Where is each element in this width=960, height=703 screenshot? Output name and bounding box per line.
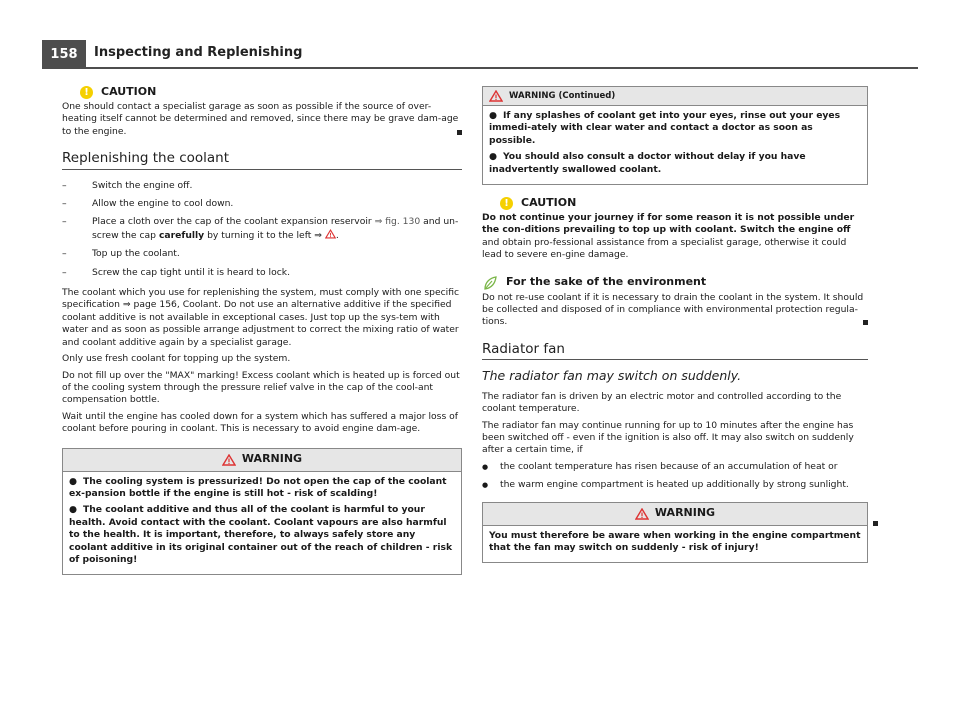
- warning-body: [483, 526, 867, 563]
- warning-triangle-icon: [222, 454, 236, 466]
- warning-continued-title: WARNING (Continued): [509, 90, 616, 101]
- caution-icon: !: [500, 197, 513, 210]
- bullet-list: [482, 461, 868, 492]
- section-title-radiator-fan: Radiator fan: [482, 343, 868, 360]
- paragraph: Wait until the engine has cooled down for a system which has suffered a major loss of coolant before pouring in coolant. This is necessary to avoid engine dam-age.: [62, 410, 459, 435]
- paragraph: Only use fresh coolant for topping up the system.: [62, 353, 291, 365]
- warning-box: [482, 502, 868, 564]
- caution-title: CAUTION: [521, 196, 577, 210]
- warning-text: You must therefore be aware when working in the engine compartment that the fan may switch on suddenly - risk of injury!: [489, 529, 861, 553]
- caution-text: [482, 212, 868, 262]
- environment-body: Do not re-use coolant if it is necessary to drain the coolant in the system. It should be collected and disposed of in compliance with environmental protection regula-tions.: [482, 291, 864, 328]
- step-emphasis: carefully: [158, 229, 205, 241]
- list-item: – Allow the engine to cool down.: [62, 198, 462, 210]
- warning-box: [62, 448, 462, 576]
- page-number: 158: [42, 40, 86, 69]
- warning-triangle-icon: [635, 508, 649, 520]
- environment-icon: [482, 276, 498, 290]
- caution-body: One should contact a specialist garage as soon as possible if the source of over-heating itself cannot be determined and removed, since there may be grave dam-age to the engine.: [62, 101, 459, 137]
- list-item: ● The coolant additive and thus all of the coolant is harmful to your health. Avoid contact with the coolant. Coolant vapours are also harmful to the health. It is important, therefore, to always safely store any coolant additive in its original container out of the reach of children - risk of poisoning!: [69, 504, 453, 565]
- list-item: ● the coolant temperature has risen because of an accumulation of heat or: [482, 461, 868, 473]
- caution-icon: !: [80, 86, 93, 99]
- paragraph: The radiator fan is driven by an electric motor and controlled according to the coolant temperature.: [482, 390, 842, 415]
- end-mark: [873, 521, 878, 526]
- warning-triangle-icon[interactable]: [325, 229, 336, 239]
- list-item: – Switch the engine off.: [62, 180, 462, 192]
- step-text: Place a cloth over the cap of the coolant expansion reservoir: [92, 216, 372, 228]
- warning-header: [483, 503, 867, 526]
- paragraph: The radiator fan may continue running for up to 10 minutes after the engine has been switched off - even if the ignition is also off. It may also switch on suddenly after a certain time, if: [482, 419, 854, 456]
- step-text: by turning it to the left ⇒: [204, 229, 325, 241]
- warning-triangle-icon: [489, 90, 503, 102]
- warning-title: WARNING: [241, 452, 303, 466]
- environment-text: [482, 292, 868, 329]
- caution-heading: [80, 86, 462, 99]
- figure-link[interactable]: ⇒ fig. 130: [374, 216, 421, 228]
- warning-continued-box: [482, 86, 868, 185]
- warning-continued-body: [483, 106, 867, 184]
- list-item: ● the warm engine compartment is heated up additionally by strong sunlight.: [482, 479, 868, 491]
- list-item: – Place a cloth over the cap of the coolant expansion reservoir ⇒ fig. 130 and un-screw the cap carefully by turning it to the left ⇒ .: [62, 216, 462, 242]
- page-header-title: Inspecting and Replenishing: [94, 45, 303, 60]
- caution-body: and obtain pro-fessional assistance from a specialist garage, otherwise it could lead to severe en-gine damage.: [482, 236, 847, 261]
- caution-heading: [500, 197, 868, 210]
- environment-heading: [482, 276, 868, 290]
- header-rule: [86, 67, 918, 69]
- caution-emphasis: Do not continue your journey if for some reason it is not possible under the con-ditions prevailing to top up with coolant. Switch the engine off: [482, 212, 855, 236]
- section-title-replenishing: Replenishing the coolant: [62, 152, 462, 169]
- warning-continued-header: [483, 87, 867, 106]
- caution-text: [62, 101, 462, 138]
- right-column: [482, 86, 868, 563]
- list-item: ● You should also consult a doctor without delay if you have inadvertently swallowed coolant.: [489, 151, 806, 175]
- subtitle: The radiator fan may switch on suddenly.: [482, 368, 742, 384]
- step-text: and un-screw the cap: [92, 216, 459, 241]
- end-mark: [457, 130, 462, 135]
- list-item: – Screw the cap tight until it is heard to lock.: [62, 267, 462, 279]
- left-column: [62, 86, 462, 575]
- steps-list: [62, 180, 462, 279]
- warning-header: [63, 449, 461, 472]
- caution-title: CAUTION: [101, 85, 157, 99]
- warning-body: [63, 472, 461, 575]
- list-item: – Top up the coolant.: [62, 248, 462, 260]
- end-mark: [863, 320, 868, 325]
- paragraph: The coolant which you use for replenishing the system, must comply with one specific specification ⇒ page 156, Coolant. Do not use an alternative additive if the specified coolant additive is not available in exceptional cases. Just top up the sys-tem with water and as soon as possible arrange adjustment to correct the mixing ratio of water and coolant additive again by a specialist garage.: [62, 287, 460, 348]
- warning-title: WARNING: [654, 506, 716, 520]
- list-item: ● The cooling system is pressurized! Do not open the cap of the coolant ex-pansion bottle if the engine is still hot - risk of scalding!: [69, 475, 447, 499]
- environment-title: For the sake of the environment: [506, 275, 707, 289]
- paragraph: Do not fill up over the "MAX" marking! Excess coolant which is heated up is forced out of the cooling system through the pressure relief valve in the cap of the cool-ant compensation bottle.: [62, 369, 460, 406]
- list-item: ● If any splashes of coolant get into your eyes, rinse out your eyes immedi-ately with clear water and contact a doctor as soon as possible.: [489, 110, 841, 146]
